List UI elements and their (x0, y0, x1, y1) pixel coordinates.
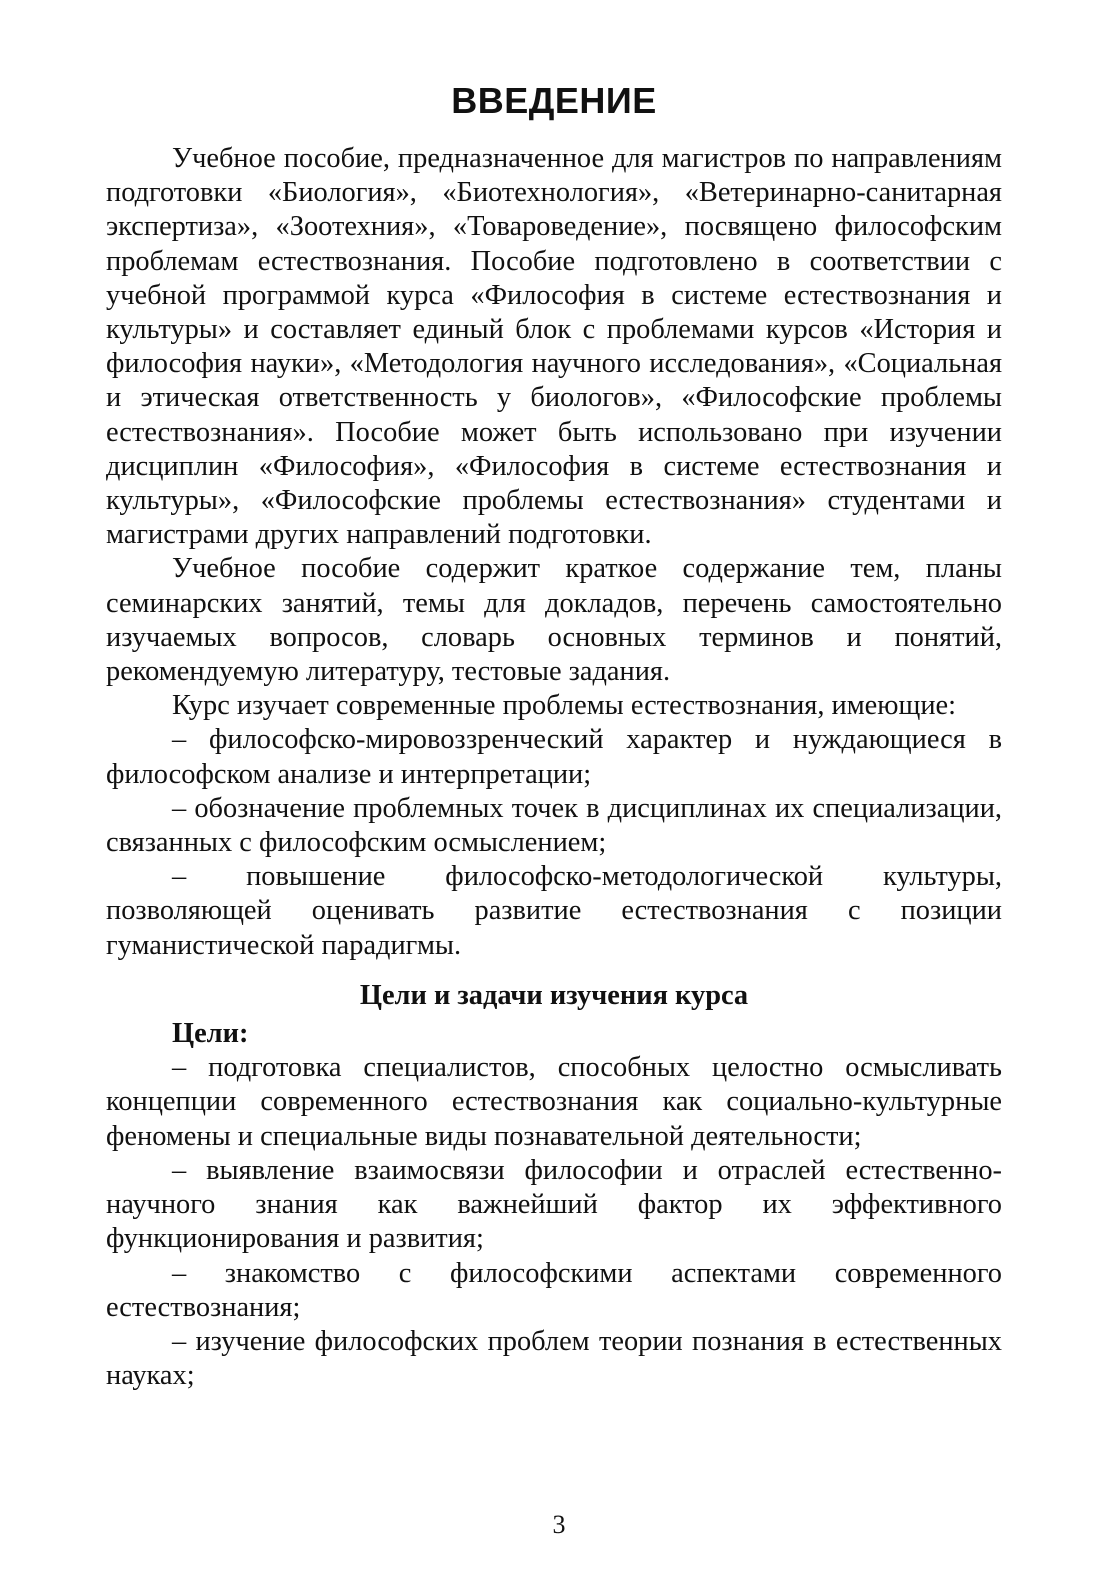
course-list-item: – философско-мировоззренческий характер и нуждающиеся в философском анализе и интерпретации; (106, 724, 1002, 790)
course-list-item: – обозначение проблемных точек в дисциплинах их специализации, связанных с философским осмыслением; (106, 792, 1002, 859)
page-title: ВВЕДЕНИЕ (451, 80, 657, 121)
section-heading: Цели и задачи изучения курса (359, 979, 749, 1011)
goals-list-item: – изучение философских проблем теории познания в естественных науках; (106, 1325, 1002, 1392)
goals-list-item: – подготовка специалистов, способных целостно осмысливать концепции современного естествознания как социально-культурные феномены и специальные виды познавательной деятельности; (106, 1052, 1002, 1152)
goals-list-item: – выявление взаимосвязи философии и отраслей естественно-научного знания как важнейший фактор их эффективного функционирования и развития; (106, 1154, 1002, 1255)
goals-label: Цели: (172, 1018, 249, 1050)
course-list-item: – повышение философско-методологической культуры, позволяющей оценивать развитие естествознания с позиции гуманистической парадигмы. (106, 861, 1002, 961)
intro-paragraph-3: Курс изучает современные проблемы естествознания, имеющие: (172, 690, 957, 722)
page-number: 3 (552, 1510, 566, 1539)
intro-paragraph-1: Учебное пособие, предназначенное для магистров по направлениям подготовки «Биология», «Биотехнология», «Ветеринарно-санитарная экспертиза», «Зоотехния», «Товароведение», посвящено философским проблемам естествознания. Пособие подготовлено в соответствии с учебной программой курса «Философия в системе естествознания и культуры» и составляет единый блок с проблемами курсов «История и философия науки», «Методология научного исследования», «Социальная и этическая ответственность у биологов», «Философские проблемы естествознания». Пособие может быть использовано при изучении дисциплин «Философия», «Философия в системе естествознания и культуры», «Философские проблемы естествознания» студентами и магистрами других направлений подготовки. (106, 143, 1002, 551)
goals-list-item: – знакомство с философскими аспектами современного естествознания; (106, 1257, 1002, 1323)
intro-paragraph-2: Учебное пособие содержит краткое содержание тем, планы семинарских занятий, темы для докладов, перечень самостоятельно изучаемых вопросов, словарь основных терминов и понятий, рекомендуемую литературу, тестовые задания. (106, 553, 1002, 688)
